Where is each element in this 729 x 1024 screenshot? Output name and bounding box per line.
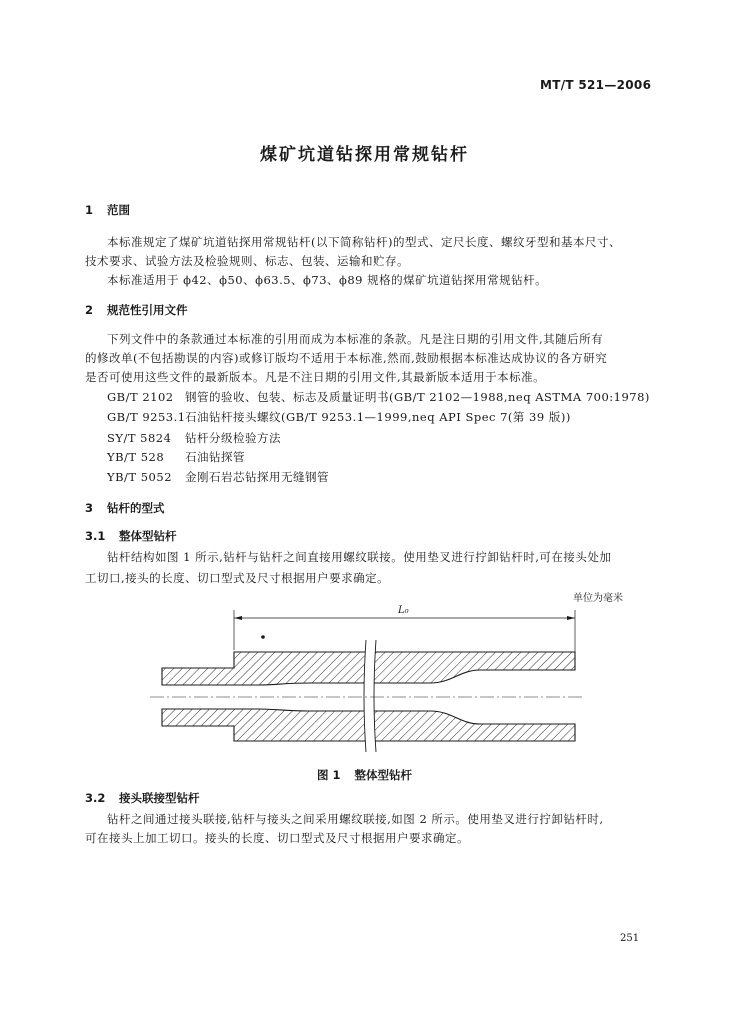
paragraph-line: 钻杆之间通过接头联接,钻杆与接头之间采用螺纹联接,如图 2 所示。使用垫叉进行拧卸钻杆时, [107, 812, 604, 826]
reference-code: YB/T 528 [107, 450, 165, 464]
section-title: 规范性引用文件 [107, 303, 188, 317]
figure-1-drill-rod [140, 600, 590, 760]
subsection-3-2-heading [85, 790, 200, 806]
reference-title: 石油钻杆接头螺纹(GB/T 9253.1—1999,neq API Spec 7(第 39 版)) [185, 410, 571, 424]
reference-code: GB/T 2102 [107, 390, 174, 404]
paragraph-line: 本标准规定了煤矿坑道钻探用常规钻杆(以下简称钻杆)的型式、定尺长度、螺纹牙型和基本尺寸、 [107, 235, 621, 249]
dot-mark [261, 635, 265, 639]
section-number: 1 [85, 203, 94, 217]
reference-title: 钢管的验收、包装、标志及质量证明书(GB/T 2102—1988,neq ASTMA 700:1978) [185, 390, 650, 404]
paragraph-line: 可在接头上加工切口。接头的长度、切口型式及尺寸根据用户要求确定。 [85, 831, 469, 845]
reference-item [107, 409, 571, 425]
figure-title: 整体型钻杆 [354, 768, 412, 782]
section-3-heading [85, 500, 165, 516]
unit-note: 单位为毫米 [573, 593, 623, 604]
section-2-heading [85, 302, 188, 318]
section-number: 3 [85, 501, 94, 515]
subsection-number: 3.1 [85, 529, 106, 543]
standard-number: MT/T 521—2006 [540, 78, 652, 92]
section-title: 范围 [107, 203, 130, 217]
page-title: 煤矿坑道钻探用常规钻杆 [260, 145, 469, 165]
paragraph-line: 工切口,接头的长度、切口型式及尺寸根据用户要求确定。 [85, 571, 390, 585]
subsection-number: 3.2 [85, 791, 106, 805]
reference-title: 石油钻探管 [185, 450, 245, 464]
figure-caption [0, 767, 729, 783]
subsection-title: 接头联接型钻杆 [119, 791, 200, 805]
paragraph-line: 是否可使用这些文件的最新版本。凡是不注日期的引用文件,其最新版本适用于本标准。 [85, 370, 546, 384]
reference-item [107, 449, 245, 465]
reference-item [107, 430, 281, 446]
subsection-title: 整体型钻杆 [119, 529, 177, 543]
reference-code: GB/T 9253.1 [107, 410, 186, 424]
section-title: 钻杆的型式 [107, 501, 165, 515]
reference-code: SY/T 5824 [107, 431, 172, 445]
paragraph-line: 本标准适用于 ϕ42、ϕ50、ϕ63.5、ϕ73、ϕ89 规格的煤矿坑道钻探用常规钻杆。 [107, 273, 548, 287]
paragraph-line: 钻杆结构如图 1 所示,钻杆与钻杆之间直接用螺纹联接。使用垫叉进行拧卸钻杆时,可在接头处加 [107, 550, 612, 564]
reference-item [107, 469, 329, 485]
reference-title: 钻杆分级检验方法 [185, 431, 281, 445]
reference-code: YB/T 5052 [107, 470, 173, 484]
subsection-3-1-heading [85, 528, 177, 544]
break-line [364, 640, 376, 752]
section-1-heading [85, 202, 130, 218]
paragraph-line: 技术要求、试验方法及检验规则、标志、包装、运输和贮存。 [85, 254, 409, 268]
dimension-label: L₀ [398, 605, 409, 616]
paragraph-line: 的修改单(不包括勘误的内容)或修订版均不适用于本标准,然而,鼓励根据本标准达成协议的各方研究 [85, 351, 608, 365]
section-number: 2 [85, 303, 94, 317]
paragraph-line: 下列文件中的条款通过本标准的引用而成为本标准的条款。凡是注日期的引用文件,其随后所有 [107, 332, 604, 346]
page-number: 251 [620, 933, 640, 944]
reference-item [107, 389, 650, 405]
reference-title: 金刚石岩芯钻探用无缝钢管 [185, 470, 329, 484]
figure-number: 图 1 [316, 768, 341, 782]
